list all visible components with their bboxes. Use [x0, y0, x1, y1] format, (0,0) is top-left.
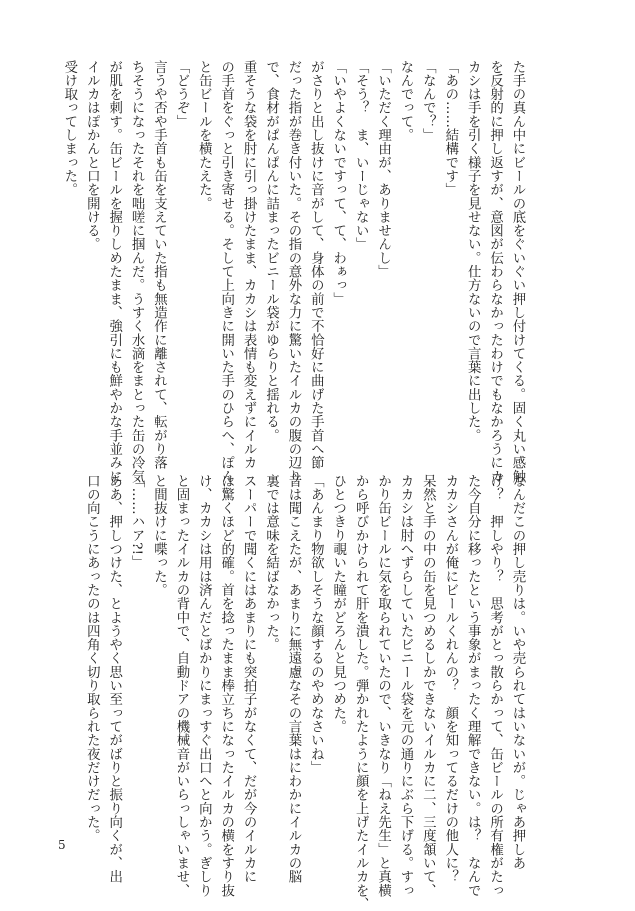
- text-line: た手の真ん中にビールの底をぐいぐい押し付けてくる。固く丸い感触: [510, 60, 525, 484]
- text-line: 裏では意味を結ばなかった。: [263, 474, 279, 652]
- text-line: げ？ 押しやり？ 思考がとっ散らかって、缶ビールの所有権がたっ: [487, 474, 503, 898]
- text-line: 重そうな袋を肘に引っ掛けたまま、カカシは表情も変えずにイルカ: [241, 60, 257, 470]
- lower-text-block: [84, 474, 528, 911]
- text-line: だった指が巻き付いた。その指の意外な力に驚いたイルカの腹の辺り: [285, 60, 301, 484]
- text-line: を反射的に押し返すが、意図が伝わらなかったわけでもなかろうにカ: [487, 60, 503, 484]
- text-line: 音は聞こえたが、あまりに無遠慮なその言葉はにわかにイルカの脳: [285, 474, 301, 884]
- text-line: なんでって。: [397, 60, 413, 142]
- text-line: 言うや否や手首も缶を支えていた指も無造作に離されて、転がり落: [151, 60, 167, 470]
- text-line: 呆然と手の中の缶を見つめるしかできないイルカに二、三度頷いて、: [420, 474, 436, 898]
- text-line: 「いただく理由が、ありませんし」: [375, 60, 391, 279]
- text-line: スーパーで聞くにはあまりにも突拍子がなくて、だが今のイルカに: [241, 474, 257, 884]
- text-line: 「あの……結構です」: [442, 60, 458, 197]
- text-line: 「……ハア?!」: [129, 474, 145, 569]
- text-line: た今自分に移ったという事象がまったく理解できない。は？ なんで: [465, 474, 481, 898]
- text-line: と缶ビールを横たえた。: [196, 60, 212, 211]
- text-line: 「どうぞ」: [173, 60, 189, 129]
- text-line: 「いやよくないですって、て、わぁっ」: [330, 60, 346, 306]
- text-line: 口の向こうにあったのは四角く切り取られた夜だけだった。: [84, 474, 100, 843]
- text-line: の手首をぐっと引き寄せる。そして上向きに開いた手のひらへ、ぽん: [218, 60, 234, 484]
- text-line: ああ、押しつけた、とようやく思い至ってがばりと振り向くが、出: [106, 474, 122, 884]
- text-line: カカシさんが俺にビールくれんの？ 顔を知ってるだけの他人に？: [442, 474, 458, 884]
- text-line: け、カカシは用は済んだとばかりにまっすぐ出口へと向かう。ぎしり: [196, 474, 212, 898]
- text-line: 「そう？ ま、いーじゃない」: [353, 60, 369, 252]
- text-line: から呼びかけられて肝を潰した。弾かれたように顔を上げたイルカを、: [353, 474, 369, 911]
- text-line: なんだこの押し売りは。いや売られてはいないが。じゃあ押しあ: [510, 474, 525, 870]
- text-line: ひとつきり覗いた瞳がどろんと見つめた。: [330, 474, 346, 734]
- text-line: かり缶ビールに気を取られていたので、いきなり「ねえ先生」と真横: [375, 474, 391, 898]
- text-line: カシは手を引く様子を見せない。仕方ないので言葉に出した。: [465, 60, 481, 443]
- text-line: が肌を刺す。缶ビールを握りしめたまま、強引にも鮮やかな手並みに: [106, 60, 122, 484]
- page-number: 5: [58, 838, 66, 852]
- text-line: 「あんまり物欲しそうな顔するのやめなさいね」: [308, 474, 324, 775]
- text-line: がさりと出し抜けに音がして、身体の前で不恰好に曲げた手首へ節: [308, 60, 324, 470]
- text-line: と固まったイルカの背中で、自動ドアの機械音がいらっしゃいませ、: [173, 474, 189, 898]
- text-line: カカシは肘へずらしていたビニール袋を元の通りにぶら下げる。すっ: [397, 474, 413, 898]
- text-line: と間抜けに喋った。: [151, 474, 167, 597]
- text-line: 「なんで？」: [420, 60, 436, 142]
- text-line: イルカはぽかんと口を開ける。: [84, 60, 100, 252]
- text-line: は驚くほど的確。首を捻ったまま棒立ちになったイルカの横をすり抜: [218, 474, 234, 898]
- upper-text-block: [61, 60, 528, 484]
- text-line: ちそうになったそれを咄嗟に掴んだ。うすく水滴をまとった缶の冷気: [129, 60, 145, 484]
- text-line: で、食材がぱんぱんに詰まったビニール袋がゆらりと揺れる。: [263, 60, 279, 443]
- text-line: 受け取ってしまった。: [61, 60, 77, 197]
